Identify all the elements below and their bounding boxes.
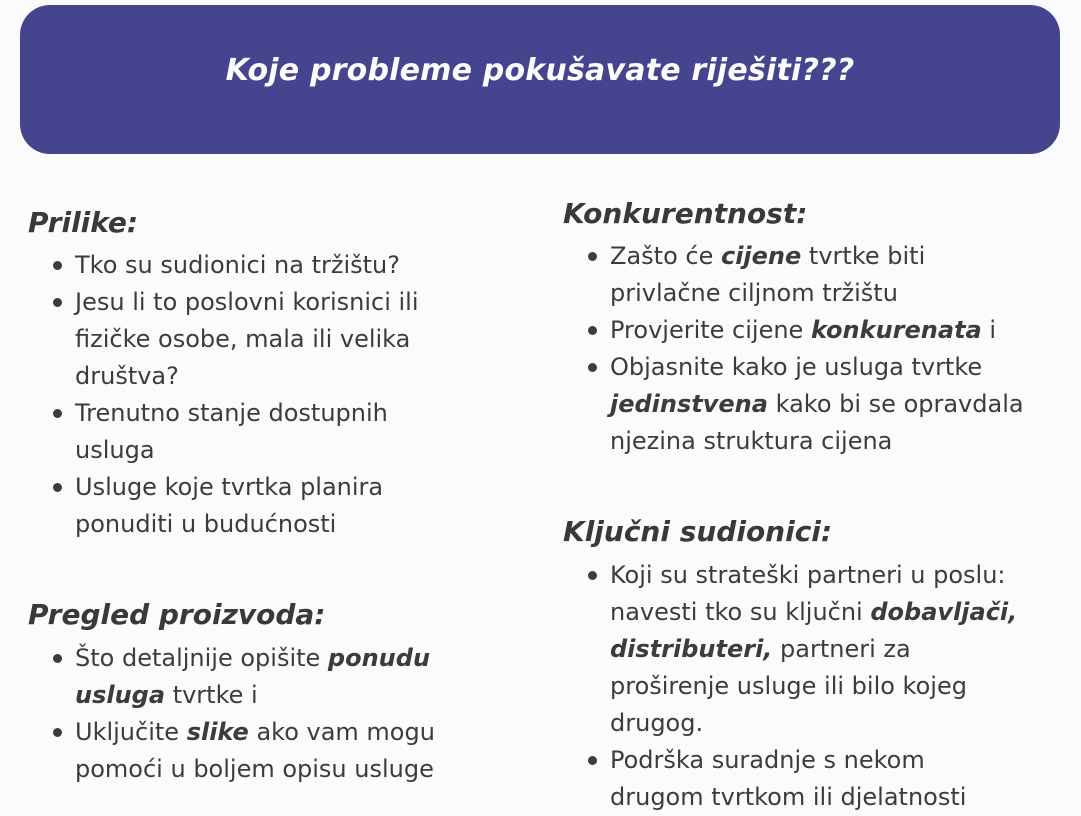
bullet-list xyxy=(563,238,1025,460)
right-column xyxy=(563,196,1025,816)
section-heading: Konkurentnost: xyxy=(563,197,808,230)
body-text: Objasnite kako je usluga tvrtke xyxy=(610,353,983,382)
section-heading: Prilike: xyxy=(28,206,139,239)
left-column xyxy=(28,196,475,816)
list-item xyxy=(563,349,1025,460)
body-text: Zašto će xyxy=(610,242,721,271)
body-text: Što detaljnije opišite xyxy=(75,643,328,672)
list-item xyxy=(563,238,1025,312)
content-area xyxy=(28,196,1025,816)
body-text: Provjerite cijene xyxy=(610,316,811,345)
content-section xyxy=(563,196,1025,460)
list-item xyxy=(28,469,475,543)
body-text: Trenutno stanje dostupnih usluga xyxy=(75,399,388,465)
body-text: Tko su sudionici na tržištu? xyxy=(75,251,400,280)
list-item xyxy=(28,395,475,469)
emphasis-text: jedinstvena xyxy=(610,390,768,419)
body-text: i xyxy=(981,316,997,345)
content-section xyxy=(28,597,475,787)
list-item xyxy=(563,742,1025,816)
body-text: Podrška suradnje s nekom drugom tvrtkom ili djelatnosti xyxy=(610,745,967,811)
emphasis-text: cijene xyxy=(720,242,802,271)
emphasis-text: dobavljači, distributeri, xyxy=(610,597,1018,663)
list-item xyxy=(28,284,475,395)
body-text: partneri za proširenje usluge ili bilo kojeg drugog. xyxy=(610,634,967,737)
body-text: Jesu li to poslovni korisnici ili fizičke osobe, mala ili velika društva? xyxy=(75,288,419,391)
emphasis-text: slike xyxy=(186,717,249,746)
list-item xyxy=(563,312,1025,349)
bullet-list xyxy=(28,247,475,543)
body-text: Koji su strateški partneri u poslu: navesti tko su ključni xyxy=(610,560,1006,626)
slide-title: Koje probleme pokušavate riješiti??? xyxy=(225,53,855,88)
body-text: ako vam mogu pomoći u boljem opisu usluge xyxy=(75,717,435,783)
list-item xyxy=(28,640,475,714)
section-heading: Ključni sudionici: xyxy=(563,515,833,549)
content-section xyxy=(28,205,475,543)
bullet-list xyxy=(563,557,1025,816)
content-section xyxy=(563,514,1025,815)
section-heading: Pregled proizvoda: xyxy=(28,598,326,632)
emphasis-text: konkurenata xyxy=(810,316,982,345)
body-text: Uključite xyxy=(75,717,187,746)
body-text: tvrtke biti privlačne ciljnom tržištu xyxy=(610,242,926,308)
emphasis-text: ponudu usluga xyxy=(75,643,431,709)
title-banner xyxy=(20,5,1060,154)
list-item xyxy=(28,247,475,284)
body-text: Usluge koje tvrtka planira ponuditi u budućnosti xyxy=(75,473,384,539)
body-text: tvrtke i xyxy=(165,680,258,709)
list-item xyxy=(28,714,475,788)
list-item xyxy=(563,557,1025,742)
body-text: kako bi se opravdala njezina struktura cijena xyxy=(610,390,1024,456)
bullet-list xyxy=(28,640,475,788)
